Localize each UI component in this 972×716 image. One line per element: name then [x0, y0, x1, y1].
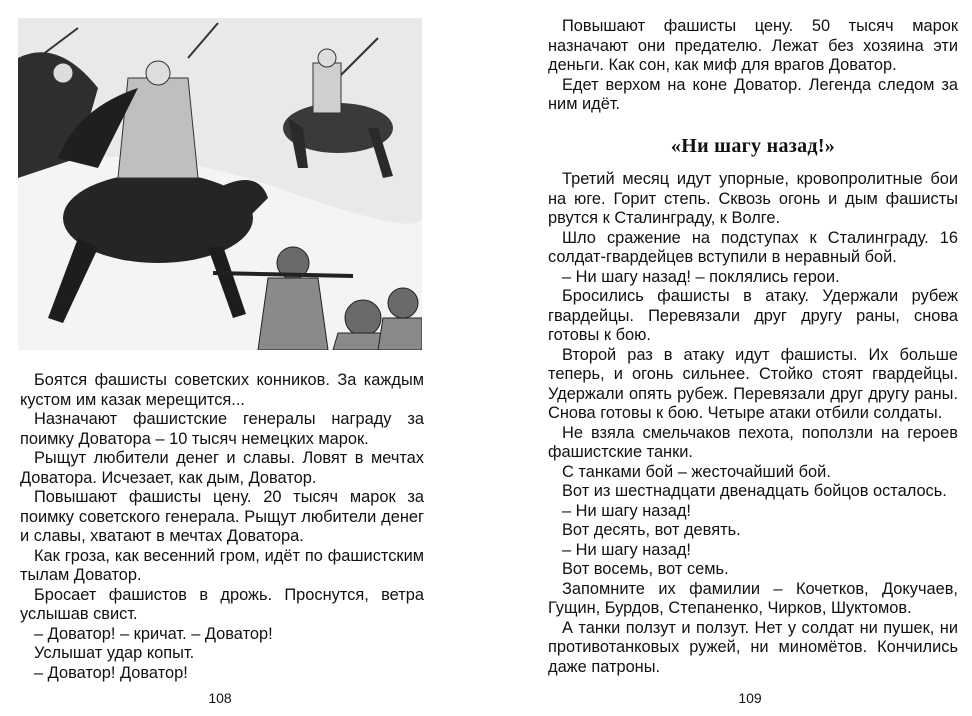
paragraph: Рыщут любители денег и славы. Ловят в мечтах Доватора. Исчезает, как дым, Доватор.: [20, 449, 424, 487]
right-text-column: [548, 17, 958, 677]
paragraph: А танки ползут и ползут. Нет у солдат ни пушек, ни противотанковых ружей, ни миномётов. Кончились даже патроны.: [548, 618, 958, 676]
paragraph: Боятся фашисты советских конников. За каждым кустом им казак мерещится...: [20, 371, 424, 409]
page-number-right: 109: [738, 690, 762, 706]
paragraph: Запомните их фамилии – Кочетков, Докучаев, Гущин, Бурдов, Степаненко, Чирков, Шуктомов.: [548, 579, 958, 617]
page-number-left: 108: [208, 690, 232, 706]
cavalry-illustration: [18, 18, 422, 350]
paragraph: – Доватор! – кричат. – Доватор!: [34, 624, 273, 643]
paragraph: Повышают фашисты цену. 20 тысяч марок за поимку советского генерала. Рыщут любители денег и славы, хватают в мечтах Доватора.: [20, 488, 424, 545]
paragraph: Шло сражение на подступах к Сталинграду. 16 солдат-гвардейцев вступили в неравный бой.: [548, 228, 958, 266]
paragraph: Вот из шестнадцати двенадцать бойцов осталось.: [562, 482, 947, 500]
paragraph: Вот десять, вот девять.: [562, 521, 741, 539]
paragraph: Бросает фашистов в дрожь. Проснутся, ветра услышав свист.: [20, 585, 424, 623]
paragraph: С танками бой – жесточайший бой.: [562, 462, 831, 481]
paragraph: Повышают фашисты цену. 50 тысяч марок назначают они предателю. Лежат без хозяина эти деньги. Как сон, как миф для врагов Доватор.: [548, 17, 958, 74]
paragraph: Услышат удар копыт.: [34, 644, 195, 662]
paragraph: – Ни шагу назад!: [562, 501, 691, 520]
paragraph: Третий месяц идут упорные, кровопролитные бои на юге. Горит степь. Сквозь огонь и дым фашисты рвутся к Сталинграду, к Волге.: [548, 170, 958, 227]
paragraph: – Ни шагу назад! – поклялись герои.: [562, 267, 840, 286]
paragraph: – Доватор! Доватор!: [34, 663, 188, 682]
left-text-column: [20, 371, 424, 683]
paragraph: Едет верхом на коне Доватор. Легенда следом за ним идёт.: [548, 75, 958, 113]
paragraph: Назначают фашистские генералы награду за поимку Доватора – 10 тысяч немецких марок.: [20, 410, 424, 448]
paragraph: Второй раз в атаку идут фашисты. Их больше теперь, и огонь сильнее. Стойко стоят гвардейцы. Удержали опять рубеж. Перевязали друг другу раны. Снова готовы к бою. Четыре атаки отбили солдаты.: [548, 345, 958, 422]
paragraph: Не взяла смельчаков пехота, поползли на героев фашистские танки.: [548, 423, 958, 461]
paragraph: – Ни шагу назад!: [562, 540, 691, 559]
paragraph: Как гроза, как весенний гром, идёт по фашистским тылам Доватор.: [20, 546, 424, 584]
paragraph: Бросились фашисты в атаку. Удержали рубеж гвардейцы. Перевязали друг другу раны, снова готовы к бою.: [548, 287, 958, 344]
paragraph: Вот восемь, вот семь.: [562, 560, 729, 578]
chapter-heading: «Ни шагу назад!»: [670, 134, 836, 157]
